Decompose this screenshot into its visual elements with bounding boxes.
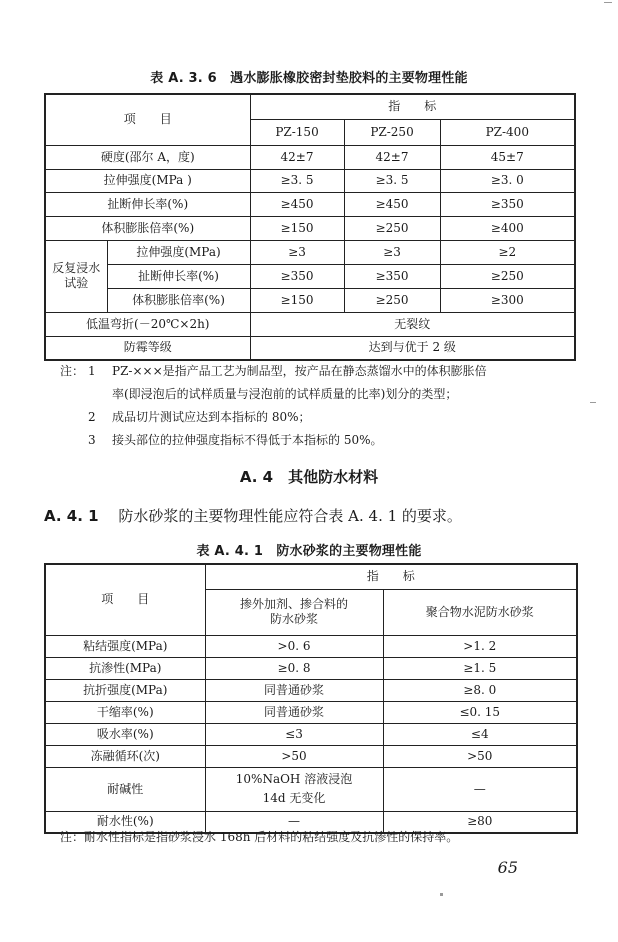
clause-text: 防水砂浆的主要物理性能应符合表 A. 4. 1 的要求。	[118, 507, 462, 525]
table1-subrow-label: 拉伸强度(MPa)	[107, 240, 250, 264]
table1-group-label-line: 反复浸水	[52, 261, 101, 275]
table2-row-label: 耐水性(%)	[45, 811, 205, 833]
table2-cell: >0. 6	[205, 635, 383, 657]
note-item	[60, 429, 580, 452]
note-text: 率(即浸泡后的试样质量与浸泡前的试样质量的比率)划分的类型；	[112, 387, 458, 401]
table2-cell	[205, 767, 383, 811]
table2-cell-line: 14d 无变化	[262, 791, 326, 805]
note-text: 成品切片测试应达到本指标的 80%；	[112, 410, 311, 424]
table2-row-label: 粘结强度(MPa)	[45, 635, 205, 657]
table1-cell: ≥150	[250, 216, 344, 240]
table2-col-header-line: 掺外加剂、掺合料的	[239, 597, 348, 611]
note-number: 2	[88, 410, 96, 424]
table1-row-label: 体积膨胀倍率(%)	[45, 216, 250, 240]
table2-cell: ≥80	[383, 811, 577, 833]
table1-cell: ≥300	[440, 288, 575, 312]
table1-indicator-header: 指 标	[250, 94, 575, 119]
table2-caption: 表 A. 4. 1 防水砂浆的主要物理性能	[196, 544, 422, 559]
table1-cell: ≥450	[344, 192, 440, 216]
table1-row-label: 防霉等级	[45, 336, 250, 360]
table1-span-cell: 达到与优于 2 级	[250, 336, 575, 360]
table1-cell: 42±7	[250, 145, 344, 169]
table1-cell: ≥3. 5	[250, 169, 344, 192]
scan-mark	[604, 2, 612, 3]
table1-cell: ≥3. 5	[344, 169, 440, 192]
table1-caption: 表 A. 3. 6 遇水膨胀橡胶密封垫胶料的主要物理性能	[150, 71, 468, 86]
table1-cell: ≥400	[440, 216, 575, 240]
table2-cell: >50	[383, 745, 577, 767]
section-heading: A. 4 其他防水材料	[239, 468, 379, 486]
table2-row-label: 抗渗性(MPa)	[45, 657, 205, 679]
table1-cell: ≥3	[250, 240, 344, 264]
table1-cell: ≥3	[344, 240, 440, 264]
note-text: 接头部位的拉伸强度指标不得低于本指标的 50%。	[112, 433, 383, 447]
table1-notes	[60, 360, 580, 452]
table1-item-header: 项 目	[45, 94, 250, 145]
note-number: 1	[88, 364, 96, 378]
table2-note: 注：耐水性指标是指砂浆浸水 168h 后材料的粘结强度及抗渗性的保持率。	[60, 830, 459, 844]
table1-row-label: 硬度(邵尔 A，度)	[45, 145, 250, 169]
table2	[44, 563, 578, 834]
table1-group-label-line: 试验	[64, 276, 89, 290]
table2-cell: —	[205, 811, 383, 833]
table1-cell: ≥250	[344, 216, 440, 240]
table2-row-label: 耐碱性	[45, 767, 205, 811]
table1	[44, 93, 576, 361]
table2-row-label: 冻融循环(次)	[45, 745, 205, 767]
table2-cell: ≤4	[383, 723, 577, 745]
table2-cell: >50	[205, 745, 383, 767]
note-text: PZ-×××是指产品工艺为制品型，按产品在静态蒸馏水中的体积膨胀倍	[112, 364, 487, 378]
table1-cell: ≥350	[344, 264, 440, 288]
table1-cell: 45±7	[440, 145, 575, 169]
table2-cell: 同普通砂浆	[205, 701, 383, 723]
table1-subrow-label: 体积膨胀倍率(%)	[107, 288, 250, 312]
clause-spacer	[103, 507, 118, 525]
table2-cell-line: 10%NaOH 溶液浸泡	[235, 772, 353, 786]
table1-subrow-label: 扯断伸长率(%)	[107, 264, 250, 288]
table1-row-label: 扯断伸长率(%)	[45, 192, 250, 216]
note-item	[60, 360, 580, 406]
table2-row-label: 抗折强度(MPa)	[45, 679, 205, 701]
scan-mark	[590, 402, 596, 403]
scan-mark	[440, 893, 443, 896]
table2-col-header	[205, 589, 383, 635]
table1-cell: ≥350	[440, 192, 575, 216]
table2-cell: ≤0. 15	[383, 701, 577, 723]
table1-model-header: PZ-400	[440, 119, 575, 145]
table2-cell: —	[383, 767, 577, 811]
table2-col-header: 聚合物水泥防水砂浆	[383, 589, 577, 635]
clause-paragraph	[44, 505, 462, 526]
table2-cell: ≥0. 8	[205, 657, 383, 679]
table2-cell: >1. 2	[383, 635, 577, 657]
table1-cell: ≥3. 0	[440, 169, 575, 192]
table1-row-label: 拉伸强度(MPa )	[45, 169, 250, 192]
table1-group-label	[45, 240, 107, 312]
table1-cell: ≥250	[344, 288, 440, 312]
table2-indicator-header: 指 标	[205, 564, 577, 589]
notes-prefix: 注：	[60, 364, 85, 378]
table1-model-header: PZ-150	[250, 119, 344, 145]
table2-row-label: 干缩率(%)	[45, 701, 205, 723]
table2-cell: 同普通砂浆	[205, 679, 383, 701]
table2-cell: ≤3	[205, 723, 383, 745]
page-number: 65	[497, 858, 518, 877]
note-number: 3	[88, 433, 96, 447]
table1-cell: ≥350	[250, 264, 344, 288]
table2-item-header: 项 目	[45, 564, 205, 635]
table1-row-label: 低温弯折(－20℃×2h)	[45, 312, 250, 336]
table1-cell: ≥250	[440, 264, 575, 288]
table1-model-header: PZ-250	[344, 119, 440, 145]
table1-cell: ≥150	[250, 288, 344, 312]
table1-cell: ≥450	[250, 192, 344, 216]
note-item	[60, 406, 580, 429]
table2-col-header-line: 防水砂浆	[269, 612, 318, 626]
table1-span-cell: 无裂纹	[250, 312, 575, 336]
table1-cell: 42±7	[344, 145, 440, 169]
clause-number: A. 4. 1	[44, 507, 99, 525]
table2-cell: ≥1. 5	[383, 657, 577, 679]
table1-cell: ≥2	[440, 240, 575, 264]
table2-row-label: 吸水率(%)	[45, 723, 205, 745]
table2-cell: ≥8. 0	[383, 679, 577, 701]
